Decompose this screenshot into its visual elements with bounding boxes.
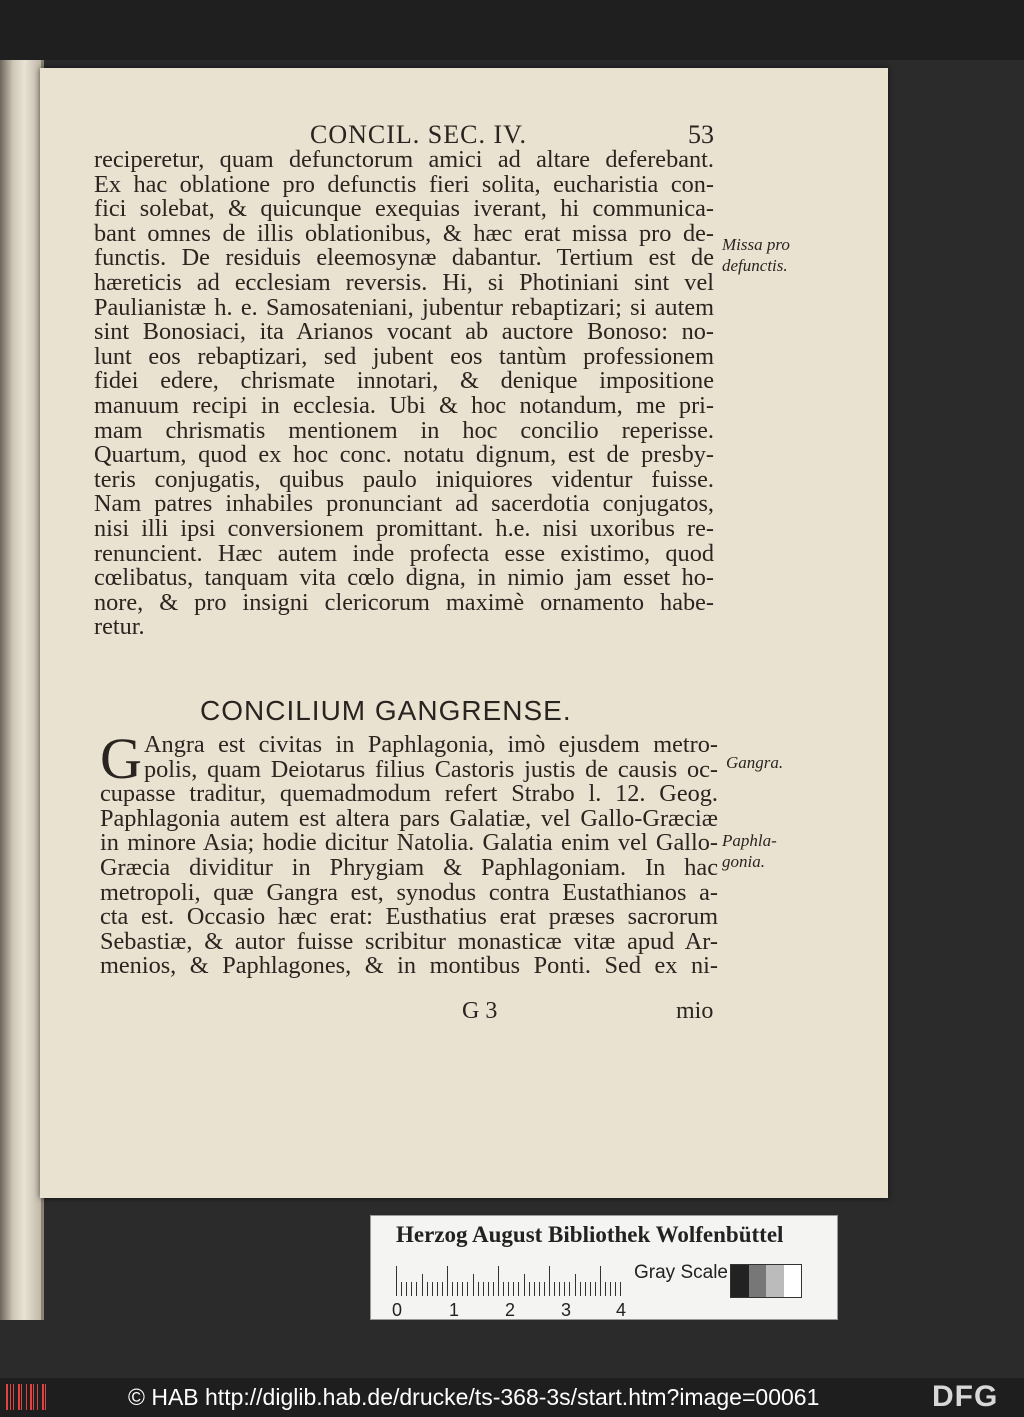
ruler-tick [620,1282,621,1296]
gray-swatch [766,1265,784,1297]
text-line: Quartum, quod ex hoc conc. notatu dignum, est de presby- [94,441,714,469]
ruler-tick [488,1282,489,1296]
ruler-tick [508,1282,509,1296]
ruler-tick [452,1282,453,1296]
text-line: Paphlagonia autem est altera pars Galatiæ, vel Gallo-Græciæ [100,804,718,832]
text-line: Paulianistæ h. e. Samosateniani, jubentur rebaptizari; si autem [94,293,714,321]
book-left-edge [0,60,44,1320]
text-line: sint Bonosiaci, ita Arianos vocant ab auctore Bonoso: no- [94,318,714,346]
ruler-tick [544,1282,545,1296]
margin-note-gangra: Gangra. [726,753,784,772]
barcode-stripe [6,1384,8,1410]
ruler-tick [534,1282,535,1296]
ruler-tick [432,1282,433,1296]
text-line: renuncient. Hæc autem inde profecta esse existimo, quod [94,539,714,567]
text-line: nisi illi ipsi conversionem promittant. h.e. nisi uxoribus re- [94,514,714,542]
gray-swatch [784,1265,802,1297]
margin-note-missa [722,234,790,276]
ruler-tick [585,1282,586,1296]
scale-card-title: Herzog August Bibliothek Wolfenbüttel [396,1222,784,1247]
ruler-number: 4 [616,1300,627,1320]
ruler-tick [590,1282,591,1296]
ruler-number: 2 [505,1300,516,1320]
margin-note-paphlagonia [722,830,777,872]
ruler-number: 1 [449,1300,460,1320]
text-line: mam chrismatis mentionem in hoc concilio reperisse. [94,416,714,444]
text-line: teris conjugatis, quibus paulo iniquiores videntur fuisse. [94,465,714,493]
margin-note-line: Missa pro [722,235,790,254]
ruler-tick [575,1274,576,1296]
ruler-tick [549,1266,550,1296]
ruler-tick [580,1282,581,1296]
ruler-tick [610,1282,611,1296]
ruler-tick [462,1282,463,1296]
ruler-tick [467,1282,468,1296]
text-line: lunt eos rebaptizari, sed jubent eos tantùm professionem [94,342,714,370]
ruler-tick [416,1282,417,1296]
text-line: Ex hac oblatione pro defunctis fieri solita, eucharistia con- [94,170,714,198]
running-head: CONCIL. SEC. IV. [310,120,528,149]
ruler-number: 0 [392,1300,403,1320]
ruler-tick [605,1282,606,1296]
ruler-tick [513,1282,514,1296]
text-line: metropoli, quæ Gangra est, synodus contra Eustathianos a- [100,878,718,906]
ruler-tick [539,1282,540,1296]
text-line: polis, quam Deiotarus filius Castoris justis de causis oc- [144,755,718,783]
ruler-tick [493,1282,494,1296]
ruler-scale [396,1262,624,1296]
drop-capital: G [100,726,142,791]
ruler-tick [529,1282,530,1296]
ruler-tick [564,1282,565,1296]
gray-scale-swatches [730,1264,802,1298]
text-line: Sebastiæ, & autor fuisse scribitur monasticæ vitæ apud Ar- [100,927,718,955]
ruler-tick [595,1282,596,1296]
paragraph-one [94,148,714,640]
text-line: menios, & Paphlagones, & in montibus Ponti. Sed ex ni- [100,952,718,980]
paragraph-two [100,733,718,979]
ruler-number: 3 [561,1300,572,1320]
ruler-tick [524,1274,525,1296]
ruler-tick [447,1266,448,1296]
barcode-stripe [26,1384,27,1410]
ruler-tick [600,1266,601,1296]
ruler-tick [401,1282,402,1296]
ruler-tick [396,1266,397,1296]
ruler-tick [437,1282,438,1296]
text-line: fici solebat, & quicunque exequias iverant, hi communica- [94,195,714,223]
text-line: fidei edere, chrismate innotari, & denique impositione [94,367,714,395]
ruler-tick [554,1282,555,1296]
ruler-tick [457,1282,458,1296]
barcode-stripe [10,1384,11,1410]
text-line: functis. De residuis eleemosynæ dabantur. Tertium est de [94,244,714,272]
text-line: retur. [94,613,145,641]
ruler-tick [559,1282,560,1296]
barcode-stripe [33,1384,34,1410]
barcode-stripe [30,1384,32,1410]
text-line: hæreticis ad ecclesiam reversis. Hi, si Photiniani sint vel [94,268,714,296]
ruler-tick [478,1282,479,1296]
barcode-icon [6,1384,48,1410]
ruler-tick [422,1274,423,1296]
text-line: cta est. Occasio hæc erat: Eusthatius erat præses sacrorum [100,903,718,931]
text-line: nore, & pro insigni clericorum maximè ornamento habe- [94,588,714,616]
text-line: Angra est civitas in Paphlagonia, imò ejusdem metro- [144,731,718,758]
ruler-tick [427,1282,428,1296]
barcode-stripe [21,1384,22,1410]
text-line: reciperetur, quam defunctorum amici ad altare deferebant. [94,146,714,173]
ruler-tick [411,1282,412,1296]
text-line: manuum recipi in ecclesia. Ubi & hoc notandum, me pri- [94,391,714,419]
chapter-title: CONCILIUM GANGRENSE. [200,695,572,726]
barcode-stripe [45,1384,46,1410]
ruler-tick [473,1274,474,1296]
barcode-stripe [42,1384,44,1410]
barcode-stripe [37,1384,38,1410]
ruler-tick [498,1266,499,1296]
barcode-stripe [13,1384,14,1410]
ruler-tick [518,1282,519,1296]
ruler-tick [569,1282,570,1296]
ruler-tick [406,1282,407,1296]
page-number: 53 [688,120,714,149]
text-line: Græcia dividitur in Phrygiam & Paphlagoniam. In hac [100,853,718,881]
gray-scale-label: Gray Scale [634,1262,728,1283]
ruler-tick [483,1282,484,1296]
text-line: Nam patres inhabiles pronunciant ad sacerdotia conjugatos, [94,490,714,518]
dfg-logo: DFG [932,1380,999,1413]
ruler-tick [503,1282,504,1296]
margin-note-line: defunctis. [722,256,788,275]
top-frame [0,0,1024,60]
catchword: mio [676,998,714,1024]
text-line: cupasse traditur, quemadmodum refert Strabo l. 12. Geog. [100,780,718,808]
text-line: cœlibatus, tanquam vita cœlo digna, in nimio jam esset ho- [94,564,714,592]
barcode-stripe [18,1384,20,1410]
footer-copyright: © HAB http://diglib.hab.de/drucke/ts-368-3s/start.htm?image=00061 [128,1384,820,1410]
margin-note-line: gonia. [722,852,765,871]
signature-mark: G 3 [462,998,498,1024]
margin-note-line: Paphla- [722,831,777,850]
gray-swatch [749,1265,767,1297]
ruler-tick [442,1282,443,1296]
ruler-tick [615,1282,616,1296]
text-line: in minore Asia; hodie dicitur Natolia. Galatia enim vel Gallo- [100,829,718,857]
gray-swatch [731,1265,749,1297]
text-line: bant omnes de illis oblationibus, & hæc erat missa pro de- [94,219,714,247]
